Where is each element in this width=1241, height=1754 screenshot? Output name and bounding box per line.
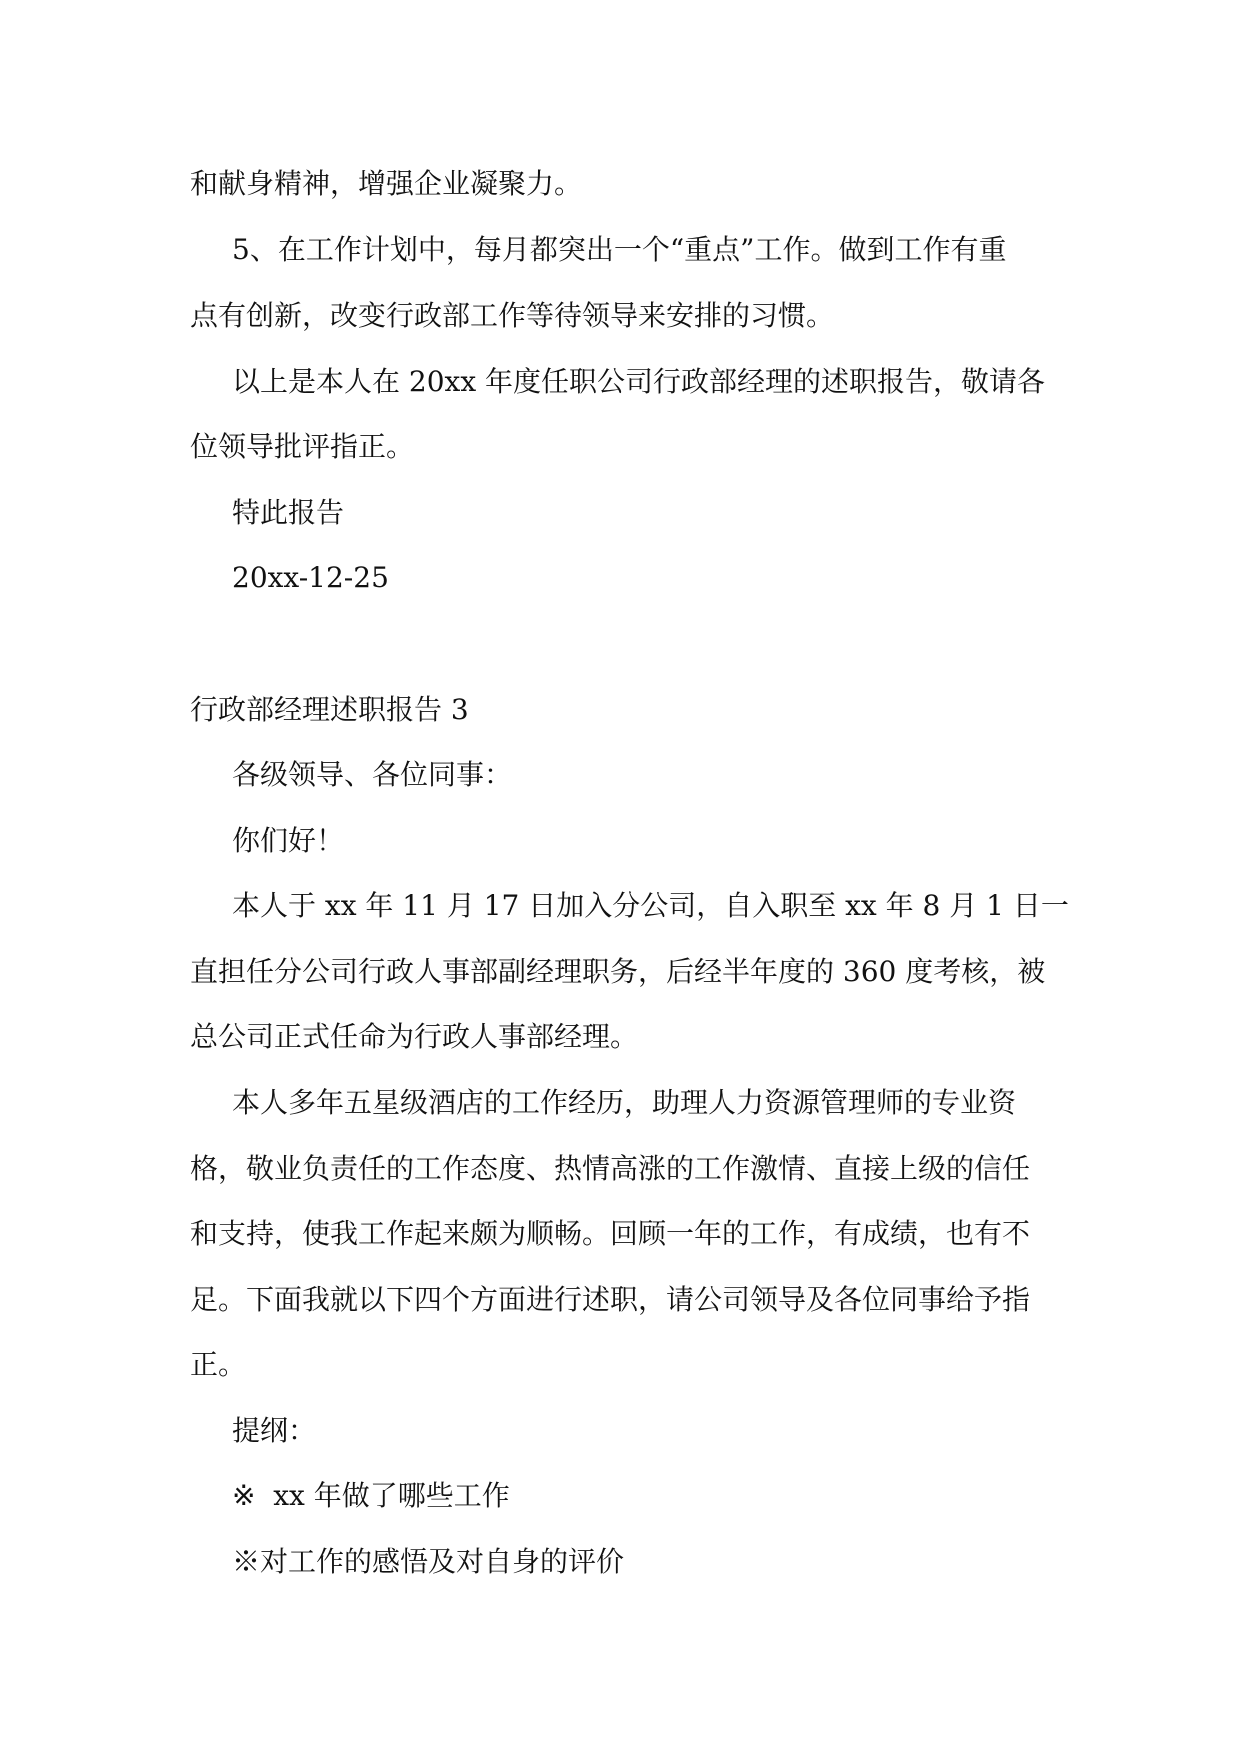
- outline-heading: 提纲：: [232, 1414, 317, 1447]
- paragraph-line: 和支持，使我工作起来颇为顺畅。回顾一年的工作，有成绩，也有不: [190, 1217, 1031, 1250]
- paragraph-line: 格，敬业负责任的工作态度、热情高涨的工作激情、直接上级的信任: [190, 1152, 1031, 1185]
- paragraph-line: 总公司正式任命为行政人事部经理。: [190, 1020, 639, 1053]
- paragraph-line: 以上是本人在 20xx 年度任职公司行政部经理的述职报告，敬请各: [232, 365, 1046, 398]
- paragraph-line: 本人于 xx 年 11 月 17 日加入分公司，自入职至 xx 年 8 月 1 日一: [232, 889, 1069, 922]
- paragraph-line: 直担任分公司行政人事部副经理职务，后经半年度的 360 度考核，被: [190, 955, 1046, 988]
- paragraph-line: 本人多年五星级酒店的工作经历，助理人力资源管理师的专业资: [232, 1086, 1017, 1119]
- date-line: 20xx-12-25: [232, 561, 389, 594]
- paragraph-line: 和献身精神，增强企业凝聚力。: [190, 167, 583, 200]
- greeting-line: 你们好！: [232, 824, 345, 857]
- outline-item: ※ xx 年做了哪些工作: [232, 1479, 510, 1512]
- section-title: 行政部经理述职报告 3: [190, 693, 469, 726]
- outline-item: ※对工作的感悟及对自身的评价: [232, 1545, 625, 1578]
- paragraph-line: 5、在工作计划中，每月都突出一个“重点”工作。做到工作有重: [232, 233, 1007, 266]
- paragraph-line: 点有创新，改变行政部工作等待领导来安排的习惯。: [190, 299, 835, 332]
- paragraph-line: 正。: [190, 1348, 247, 1381]
- paragraph-line: 足。下面我就以下四个方面进行述职，请公司领导及各位同事给予指: [190, 1283, 1031, 1316]
- paragraph-line: 位领导批评指正。: [190, 430, 415, 463]
- closing-line: 特此报告: [232, 496, 345, 529]
- salutation-line: 各级领导、各位同事：: [232, 758, 513, 791]
